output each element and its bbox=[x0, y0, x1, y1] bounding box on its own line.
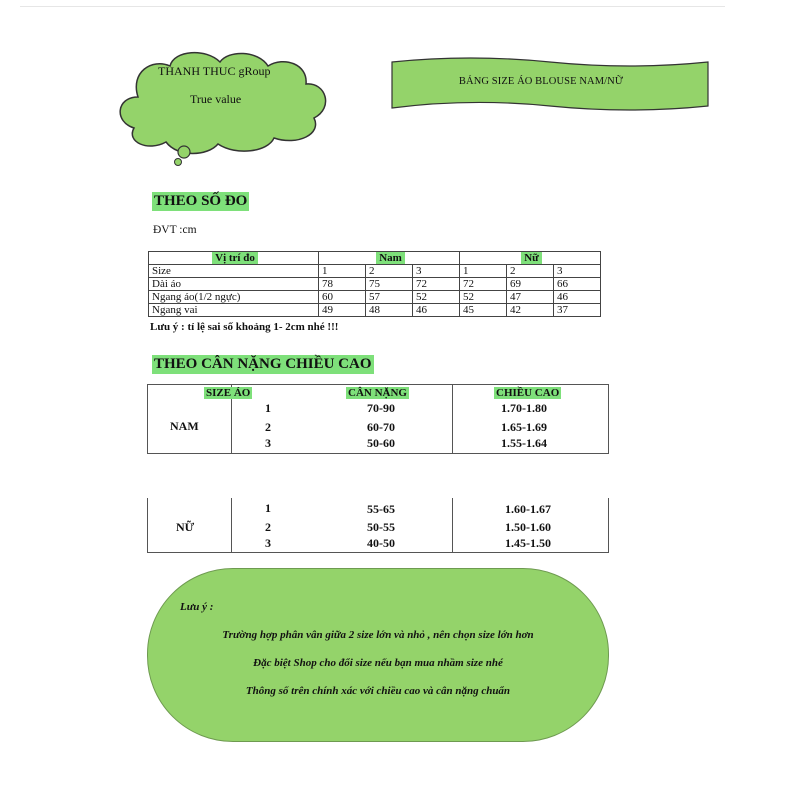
female-weight-1: 55-65 bbox=[367, 502, 395, 516]
male-height-1: 1.70-1.80 bbox=[501, 401, 547, 415]
notes-title: Lưu ý : bbox=[180, 601, 214, 613]
col-male-header: Nam bbox=[376, 252, 405, 264]
brand-name: THANH THUC gRoup bbox=[158, 64, 271, 78]
female-height-1: 1.60-1.67 bbox=[505, 502, 551, 516]
male-weight-3: 50-60 bbox=[367, 436, 395, 450]
banner-title: BẢNG SIZE ÁO BLOUSE NAM/NỮ bbox=[458, 76, 624, 87]
female-size-3: 3 bbox=[265, 536, 271, 550]
table-row: Ngang áo(1/2 ngực) 60 57 52 52 47 46 bbox=[149, 291, 601, 304]
female-size-box bbox=[147, 498, 609, 553]
section-heading-measurement: THEO SỐ ĐO bbox=[154, 193, 248, 209]
male-size-3: 3 bbox=[265, 436, 271, 450]
size-header: SIZE ÁO bbox=[206, 387, 251, 399]
male-size-2: 2 bbox=[265, 420, 271, 434]
female-weight-3: 40-50 bbox=[367, 536, 395, 550]
male-weight-1: 70-90 bbox=[367, 401, 395, 415]
section-heading-weight-height: THEO CÂN NẶNG CHIỀU CAO bbox=[154, 356, 372, 372]
female-size-1: 1 bbox=[265, 501, 271, 515]
measurement-table-wrap bbox=[148, 251, 601, 317]
table-row: Ngang vai 49 48 46 45 42 37 bbox=[149, 304, 601, 317]
weight-header: CÂN NẶNG bbox=[348, 387, 407, 399]
female-height-3: 1.45-1.50 bbox=[505, 536, 551, 550]
male-height-3: 1.55-1.64 bbox=[501, 436, 547, 450]
height-header: CHIỀU CAO bbox=[496, 387, 560, 399]
cloud-shape-icon bbox=[108, 42, 348, 172]
title-banner bbox=[390, 56, 710, 116]
male-label: NAM bbox=[170, 419, 199, 433]
table-header-row bbox=[149, 252, 601, 265]
notes-panel bbox=[147, 568, 609, 742]
brand-tagline: True value bbox=[190, 92, 242, 106]
note-line-3: Thông số trên chính xác với chiều cao và cân nặng chuẩn bbox=[245, 685, 511, 697]
female-size-2: 2 bbox=[265, 520, 271, 534]
female-height-2: 1.50-1.60 bbox=[505, 520, 551, 534]
col-position-header: Vị trí đo bbox=[212, 252, 258, 264]
female-label: NỮ bbox=[176, 520, 195, 534]
male-size-box bbox=[147, 384, 609, 454]
unit-label: ĐVT :cm bbox=[153, 224, 197, 236]
tolerance-note: Lưu ý : tỉ lệ sai số khoảng 1- 2cm nhé !!! bbox=[150, 321, 339, 333]
male-weight-2: 60-70 bbox=[367, 420, 395, 434]
table-row: Size 1 2 3 1 2 3 bbox=[149, 265, 601, 278]
female-weight-2: 50-55 bbox=[367, 520, 395, 534]
male-height-2: 1.65-1.69 bbox=[501, 420, 547, 434]
top-divider bbox=[20, 0, 725, 7]
male-size-1: 1 bbox=[265, 401, 271, 415]
brand-cloud bbox=[108, 42, 348, 172]
note-line-2: Đặc biệt Shop cho đổi size nếu bạn mua nhầm size nhé bbox=[253, 657, 503, 669]
col-female-header: Nữ bbox=[521, 252, 542, 264]
table-row: Dài áo 78 75 72 72 69 66 bbox=[149, 278, 601, 291]
note-line-1: Trường hợp phân vân giữa 2 size lớn và nhỏ , nên chọn size lớn hơn bbox=[222, 629, 534, 641]
measurement-table bbox=[148, 251, 601, 317]
